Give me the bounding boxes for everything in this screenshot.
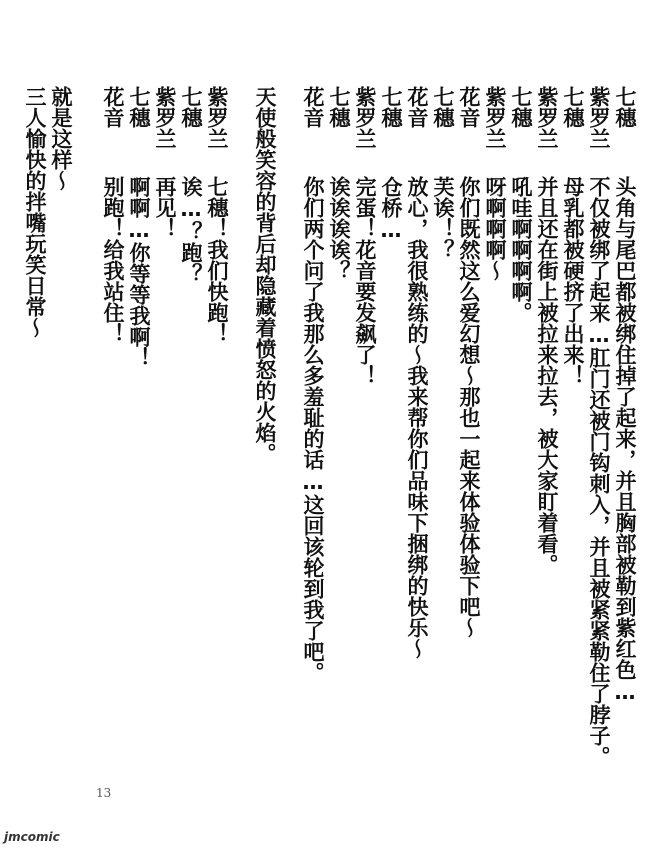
- dialogue-line: 芙诶！？: [431, 176, 455, 260]
- speaker-label: 七穗: [379, 86, 403, 128]
- dialogue-line: 完蛋！花音要发飙了！: [353, 176, 377, 386]
- dialogue-line: 头角与尾巴都被绑住掉了起来，并且胸部被勒到紫红色…: [613, 176, 637, 704]
- speaker-label: 花音: [405, 86, 429, 128]
- dialogue-line: 仓桥…: [379, 176, 403, 242]
- speaker-label: 七穗: [509, 86, 533, 128]
- speaker-label: 七穗: [613, 86, 637, 128]
- speaker-label: 紫罗兰: [205, 86, 229, 149]
- speaker-label: 紫罗兰: [587, 86, 611, 149]
- dialogue-line: 呀啊啊啊～: [483, 176, 507, 281]
- speaker-label: 紫罗兰: [153, 86, 177, 149]
- speaker-label: 花音: [101, 86, 125, 128]
- dialogue-line: 放心，我很熟练的～我来帮你们品味下捆绑的快乐～: [405, 176, 429, 659]
- speaker-label: 七穗: [179, 86, 203, 128]
- dialogue-line: 你们两个问了我那么多羞耻的话…这回该轮到我了吧。: [301, 176, 325, 683]
- dialogue-line: 别跑！给我站住！: [101, 176, 125, 344]
- dialogue-line: 诶诶诶诶？: [327, 176, 351, 281]
- closing-narration-line: 三人愉快的拌嘴玩笑日常～: [23, 86, 47, 338]
- dialogue-line: 吼哇啊啊啊啊。: [509, 176, 533, 323]
- dialogue-line: 你们既然这么爱幻想～那也一起来体验体验下吧～: [457, 176, 481, 638]
- speaker-label: 紫罗兰: [353, 86, 377, 149]
- speaker-label: 七穗: [561, 86, 585, 128]
- speaker-label: 花音: [301, 86, 325, 128]
- dialogue-line: 不仅被绑了起来…肛门还被门钩刺入，并且被紧紧勒住了脖子。: [587, 176, 611, 767]
- speaker-label: 七穗: [127, 86, 151, 128]
- dialogue-line: 诶…？跑？: [179, 176, 203, 284]
- speaker-label: 七穗: [431, 86, 455, 128]
- closing-narration-line: 就是这样～: [49, 86, 73, 191]
- dialogue-line: 母乳都被硬挤了出来！: [561, 176, 585, 386]
- speaker-label: 七穗: [327, 86, 351, 128]
- speaker-label: 紫罗兰: [483, 86, 507, 149]
- speaker-label: 紫罗兰: [535, 86, 559, 149]
- watermark-logo: jmcomic: [4, 830, 60, 844]
- dialogue-line: 再见！: [153, 176, 177, 239]
- page-number: 13: [96, 786, 112, 800]
- dialogue-line: 啊啊…你等等我啊！: [127, 176, 151, 368]
- speaker-label: 花音: [457, 86, 481, 128]
- narration-line: 天使般笑容的背后却隐藏着愤怒的火焰。: [253, 86, 277, 464]
- dialogue-line: 并且还在街上被拉来拉去，被大家盯着看。: [535, 176, 559, 575]
- dialogue-line: 七穗！我们快跑！: [205, 176, 229, 344]
